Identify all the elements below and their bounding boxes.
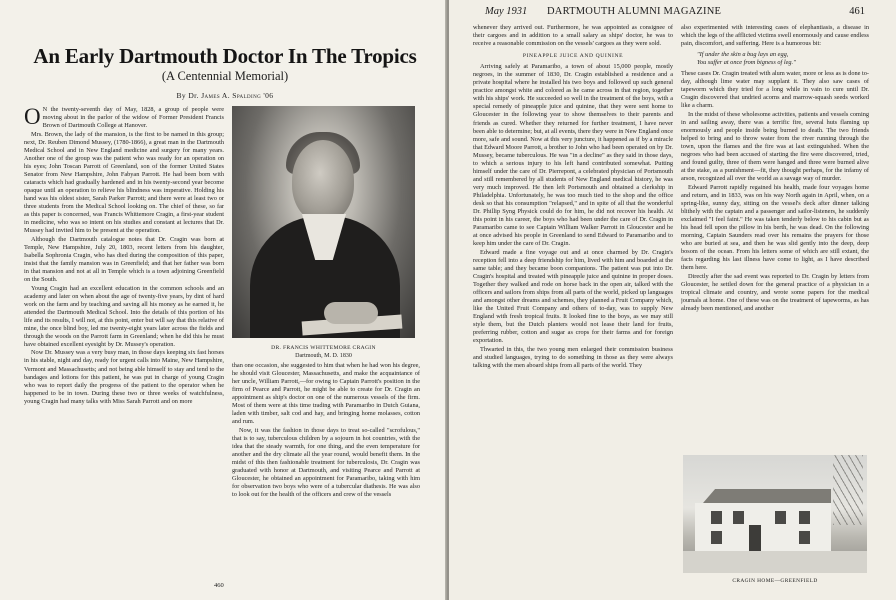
paragraph: Edward Parrott rapidly regained his health, made four voyages home and return, and in 1833, was on his way North again in April, when, on a spring-like, sunny day, sitting on the vessel's deck after dinner talking blithely with the captain and a passenger and sailor-listeners, he suddenly exclaimed "I feel faint." He was taken tenderly below to his cabin but as his head fell upon the pillow in his berth, he was dead. On the following morning, Captain Saunders read over his remains the prayers for those who are buried at sea, and then he was slid gently into the deep, deep bosom of the ocean. From his letters some of which are still extant, the facts regarding his last illness have come to light, as I have described them here. [681,183,869,272]
running-header [485,6,865,22]
paragraph: also experimented with interesting cases of elephantiasis, a disease in which the legs of the afflicted victims swell enormously and cause endless pain, discomfort, and suffering. Here is a humorous bit: [681,24,869,48]
house-photo [683,455,867,573]
portrait-hand [324,302,378,324]
paragraph: than one occasion, she suggested to him that when he had won his degree, he should visit Gloucester, Massachusetts, and make the acquaintance of her uncle, William Parrott,—for owing to Captain Parrott's position in the firm of Pearce and Parrott, he might be able to create for Dr. Cragin an appointment as ship's doctor on one of the numerous vessels of the firm. Most of them were at this time trading with Paramaribo in Dutch Guiana, laden with timber, salt cod and hay, and bringing home molasses, cotton and rum. [232,362,420,426]
right-column-2 [681,24,869,452]
left-page [0,0,447,600]
photo-window [711,531,722,544]
paragraph: These cases Dr. Cragin treated with alum water, more or less as is done to-day, although lime water may supplant it. They also saw cases of tapeworm which they tried for a long while in vain to cure until Dr. Cragin discovered that undried acorns and marrow-squash seeds worked like a charm. [681,70,869,110]
page-number-right: 461 [849,6,865,17]
paragraph: O N the twenty-seventh day of May, 1828, a group of people were moving about in the parlor of the widow of Former President Francis Brown of Dartmouth College at Hanover. [24,106,224,130]
photo-window [733,511,744,524]
paragraph: Now, it was the fashion in those days to treat so-called "scrofulous," that is to say, tuberculous children by a sojourn in hot countries, with the idea that the steady warmth, for one thing, and the even temperature for another and the dry climate all the year round, would benefit them. In the midst of this then fashionable treatment for tuberculosis, Dr. Cragin was graduated with honor at Dartmouth, and visiting Pearce and Parrott at Gloucester, he obtained an appointment for Paramaribo, taking with him for observation two boys who were of a tubercular diathesis. He was also to look out for the health of the officers and crew of the vessels [232,426,420,499]
byline-prefix: By Dr. [176,91,199,100]
photo-door [749,525,761,553]
photo-tree [833,455,863,525]
poem-line: "If under the skin a bug lays an egg, [697,51,789,59]
paragraph: Arriving safely at Paramaribo, a town of about 15,000 people, mostly negroes, in the summer of 1830, Dr. Cragin established a residence and a private hospital where he installed his two boys and followed up such general practice amongst white and colored as he came across in that region, together with his ships' work. He succeeded so well in the treatment of the boys, with a special remedy of pineapple juice and quinine, that they were sent home to Gloucester in the following year to show themselves to their parents and friends as cured. Whether they returned for further treatment, I have never been able to determine; but, at all events, there they were in New England once more, safe and sound. Now at this very juncture, it happened as if by a miracle that Edward Moore Parrott, a brother to John who had been operated on by Dr. Mussey, became tuberculous. He was "in a decline" as they said in those days, to which a serious injury to his left hand contributed somewhat. Putting himself under the care of Dr. Pierrepont, a celebrated physician of Portsmouth and still remembered by all students of New England medical history, he was very much improved. He then left Portsmouth and obtained a clerkship in Philadelphia. Unfortunately, he was too much tied to the shop and the office desk so that his consumption "relapsed," and in spite of all that the wonderful Dr. Phillip Syng Physick could do for him, he did not recover his health. At this point in his career, the boys who had been under the care of Dr. Cragin in Paramaribo came to see Captain William Walker Parrott in Gloucester and he at once advised his people in Greenland to send Edward to Paramaribo and to keep him under the care of Dr. Cragin. [473,63,673,248]
photo-window [799,531,810,544]
poem-line: You suffer at once from bigness of leg." [697,59,796,67]
page-number-left: 460 [214,582,224,589]
drop-cap: O [24,106,41,129]
photo-caption: CRAGIN HOME—GREENFIELD [732,578,818,584]
photo-window [799,511,810,524]
portrait-caption-degree: Dartmouth, M. D. 1830 [295,353,352,359]
portrait-caption-name: DR. FRANCIS WHITTEMORE CRAGIN [271,345,376,351]
byline [30,91,420,100]
right-page [449,0,896,600]
paragraph: whenever they arrived out. Furthermore, he was appointed as consignee of their cargoes and in addition to a small salary as ships' doctor, he was to receive a reasonable commission on the vessels' cargoes as they were sold. [473,24,673,48]
paragraph: Now Dr. Mussey was a very busy man, in those days keeping six fast horses in his stable, night and day, ready for urgent calls into Maine, New Hampshire, Vermont and Massachusetts; and not being able himself to stay and tend to the bandages and lotions for this patient, he was put in charge of young Cragin who was to report daily the progress of the patient to the operator when he happened to be in town. During these two or three weeks of watchfulness, young Cragin had many talks with Miss Sarah Parrott and on more [24,349,224,405]
article-title: An Early Dartmouth Doctor In The Tropics [33,44,417,68]
portrait-photo [232,106,415,338]
header-magazine: DARTMOUTH ALUMNI MAGAZINE [547,6,722,17]
portrait-caption [232,344,415,360]
photo-ground [683,551,867,573]
poem-quote [681,51,869,67]
paragraph: Directly after the sad event was reported to Dr. Cragin by letters from Gloucester, he settled down for the general practice of a physician in a tropical climate and country, and wrote some papers for the medical journals at home. One of these was on the treatment of tapeworms, as has already been mentioned, and another [681,272,869,313]
header-date: May 1931 [485,6,528,17]
paragraph: Although the Dartmouth catalogue notes that Dr. Cragin was born at Temple, New Hampshire, July 20, 1803, recent letters from his daughter, Isabella Sophronia Cragin, who has died during the composition of this paper, insist that the family mansion was in Greenfield; and that her father was born in that mansion and not at all in Temple which is a town adjoining Greenfield on the South. [24,235,224,283]
paragraph: Young Cragin had an excellent education in the common schools and an academy and later on when about the age of twenty-five years, by dint of hard work on the farm and by teaching and saving all his money as he earned it, he attended the Dartmouth Medical School. Into the details of this portion of his life and its results, I will not, at this point, enter but will say that this relative of mine, the once blind boy, led me twenty-eight years later across the fields and through the woods on the Parrott farm in Greenland; when he did this he must have obtained excellent eyesight by Dr. Mussey's operation. [24,284,224,348]
section-heading: PINEAPPLE JUICE AND QUININE [522,53,624,60]
paragraph: Mrs. Brown, the lady of the mansion, is the first to be named in this group; next, Dr. Reuben Dimond Mussey, (1780-1866), a great man in the Dartmouth Medical School and in New England medicine and surgery for many years. Another one of the group was the patient who was ready for an operation on his eyes; John Toscan Parrott of Greenland, son of the former United States Senator from New Hampshire, John Fabyan Parrott. He had been born with cataracts which had gradually hardened and in his twenty-second year become opaque until an operation to relieve his blindness was imperative. Holding his hand was his oldest sister, Sarah Parker Parrott; and there were at least two or three students from the Medical School looking on. The chief of these, so far as this paper is concerned, was Francis Whittemore Cragin, a first-year student in medicine, who was so intent on his studies and constant at lectures that Dr. Mussey had invited him to be present at the operation. [24,130,224,235]
portrait-head [292,140,354,222]
left-column-2 [232,362,420,576]
article-subtitle: (A Centennial Memorial) [161,69,289,83]
left-column-1 [24,106,224,576]
paragraph: In the midst of these wholesome activities, patients and vessels coming in and sailing away, there was a terrific fire, several huts flaming up enormously and people inside being burned to death. The two friends helped to bring and to throw water from the river running through the town, upon the flames and the fire was at last extinguished. When the negroes who had been accused of starting the fire were discovered, tried, and found guilty, three of them were hanged and three were burned alive at the stake, as a punishment—fit, they thought perhaps, for the infamy of arson, recognized all over the world as a savage way of murder. [681,110,869,183]
photo-window [711,511,722,524]
paragraph: Edward made a fine voyage out and at once charmed by Dr. Cragin's reception fell into a deep friendship for him, lived with him and boarded at the same table; and they became boon companions. The patient was put into Dr. Cragin's hospital and treated with pineapple juice and quinine in proper doses. Together they walked and rode on horse back in the open air, talked with the officers and sailors from ships from all parts of the world, picked up languages and amongst other dreams and schemes, they planned a Fruit Company which, like the United Fruit Company and others of to-day, was to supply New England with fresh tropical fruits. It looked fine to the boys, as we may still style them, but the Dutch planters would not lease their land for fruits, preferring rubber, cotton and sugar as crops for their farms and for foreign exportation. [473,248,673,345]
paragraph: Thwarted in this, the two young men enlarged their commission business and studied languages, trying to do something in those as they were always talking with the men aboard ships from all parts of the world. They [473,345,673,369]
photo-window [775,511,786,524]
byline-author: James A. Spalding [201,91,262,100]
byline-class-year: '06 [263,91,274,100]
right-column-1 [473,24,673,596]
